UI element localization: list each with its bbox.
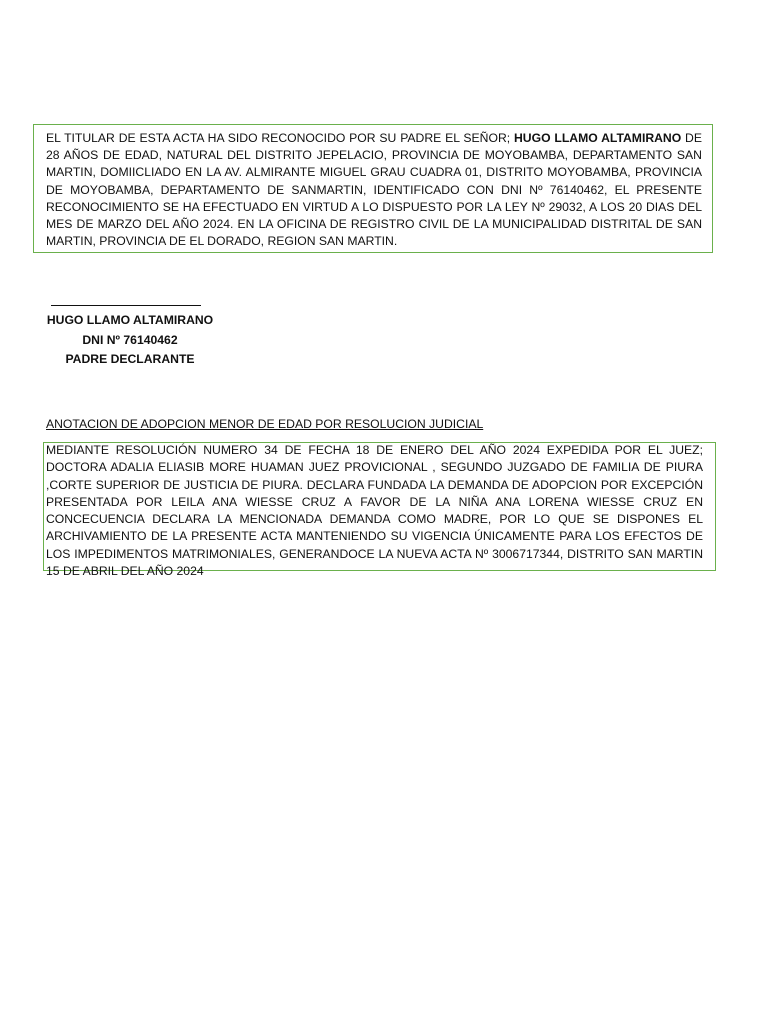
annotation-heading: ANOTACION DE ADOPCION MENOR DE EDAD POR RESOLUCION JUDICIAL — [46, 417, 484, 431]
signer-dni: DNI Nº 76140462 — [82, 332, 178, 347]
father-name: HUGO LLAMO ALTAMIRANO — [514, 131, 682, 145]
annotation-text: MEDIANTE RESOLUCIÓN NUMERO 34 DE FECHA 18 DE ENERO DEL AÑO 2024 EXPEDIDA POR EL JUEZ; DOCTORA ADALIA ELIASIB MORE HUAMAN JUEZ PROVICIONAL , SEGUNDO JUZGADO DE FAMILIA DE PIURA ,CORTE SUPERIOR DE JUSTICIA DE PIURA. DECLARA FUNDADA LA DEMANDA DE ADOPCION POR EXCEPCIÓN PRESENTADA POR LEILA ANA WIESSE CRUZ A FAVOR DE LA NIÑA ANA LORENA WIESSE CRUZ EN CONCECUENCIA DECLARA LA MENCIONADA DEMANDA COMO MADRE, POR LO QUE SE DISPONES EL ARCHIVAMIENTO DE LA PRESENTE ACTA MANTENIENDO SU VIGENCIA ÚNICAMENTE PARA LOS EFECTOS DE LOS IMPEDIMENTOS MATRIMONIALES, GENERANDOCE LA NUEVA ACTA Nº 3006717344, DISTRITO SAN MARTIN 15 DE ABRIL DEL AÑO 2024 — [46, 443, 703, 579]
recognition-text-box — [33, 124, 713, 253]
signer-role: PADRE DECLARANTE — [65, 352, 195, 366]
signer-name: HUGO LLAMO ALTAMIRANO — [46, 313, 214, 327]
recognition-text-rest: DE 28 AÑOS DE EDAD, NATURAL DEL DISTRITO JEPELACIO, PROVINCIA DE MOYOBAMBA, DEPARTAMENTO SAN MARTIN, DOMIICLIADO EN LA AV. ALMIRANTE MIGUEL GRAU CUADRA 01, DISTRITO MOYOBAMBA, PROVINCIA DE MOYOBAMBA, DEPARTAMENTO DE SANMARTIN, IDENTIFICADO CON DNI Nº 76140462, EL PRESENTE RECONOCIMIENTO SE HA EFECTUADO EN VIRTUD A LO DISPUESTO POR LA LEY Nº 29032, A LOS 20 DIAS DEL MES DE MARZO DEL AÑO 2024. EN LA OFICINA DE REGISTRO CIVIL DE LA MUNICIPALIDAD DISTRITAL DE SAN MARTIN, PROVINCIA DE EL DORADO, REGION SAN MARTIN. — [46, 131, 702, 249]
signature-block — [40, 311, 220, 370]
recognition-text-start: EL TITULAR DE ESTA ACTA HA SIDO RECONOCIDO POR SU PADRE EL SEÑOR; — [46, 131, 514, 145]
signature-line — [51, 305, 201, 306]
